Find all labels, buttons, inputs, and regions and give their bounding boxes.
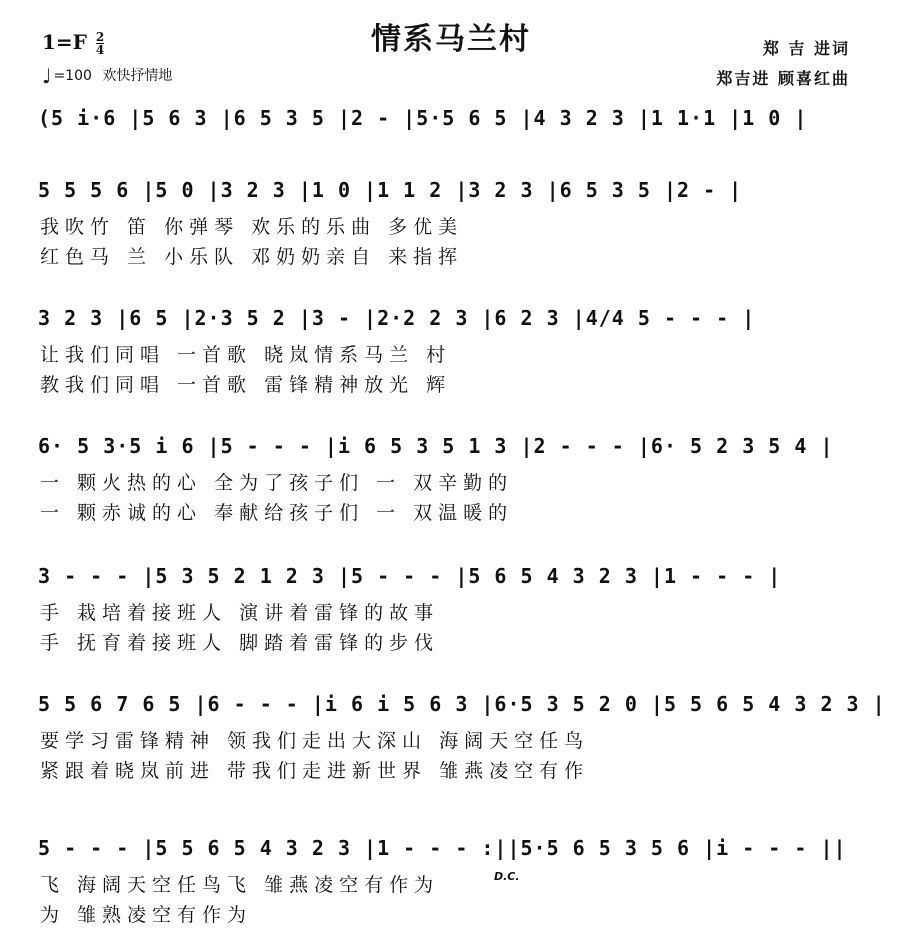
song-title: 情系马兰村 [371,22,531,57]
time-denominator: 4 [95,43,105,57]
lyric-verse-2: 紧跟着晓岚前进 带我们走进新世界 雏燕凌空有作 [40,760,590,782]
dc-marking: D.C. [494,870,520,883]
lyric-verse-1: 让我们同唱 一首歌 晓岚情系马兰 村 [40,344,452,366]
key-signature [42,30,104,56]
lyric-verse-1: 手 栽培着接班人 演讲着雷锋的故事 [40,602,440,624]
lyric-verse-2: 教我们同唱 一首歌 雷锋精神放光 辉 [40,374,452,396]
lyric-verse-2: 一 颗赤诚的心 奉献给孩子们 一 双温暖的 [40,502,514,524]
notation-line: 5 - - - |5 5 6 5 4 3 2 3 |1 - - - :||5·5 6 5 3 5 6 |i - - - || [38,836,847,860]
lyric-text: 飞 海阔天空任鸟飞 雏燕凌空有作为 [40,874,440,896]
lyric-verse-1 [40,870,439,897]
notation-line: 5 5 6 7 6 5 |6 - - - |i 6 i 5 6 3 |6·5 3 5 2 0 |5 5 6 5 4 3 2 3 | [38,692,886,716]
expression-text: 欢快抒情地 [102,68,173,84]
credits [716,34,850,94]
notation-line: 5 5 5 6 |5 0 |3 2 3 |1 0 |1 1 2 |3 2 3 |6 5 3 5 |2 - | [38,178,743,202]
time-signature [96,31,104,56]
notation-line: 3 2 3 |6 5 |2·3 5 2 |3 - |2·2 2 3 |6 2 3 |4/4 5 - - - | [38,306,756,330]
lyric-verse-1: 我吹竹 笛 你弹琴 欢乐的乐曲 多优美 [40,216,464,238]
time-numerator: 2 [95,30,105,44]
tempo-marking [42,64,172,88]
lyric-verse-2: 手 抚育着接班人 脚踏着雷锋的步伐 [40,632,440,654]
notation-line: 3 - - - |5 3 5 2 1 2 3 |5 - - - |5 6 5 4 3 2 3 |1 - - - | [38,564,782,588]
notation-line: (5 i·6 |5 6 3 |6 5 3 5 |2 - |5·5 6 5 |4 3 2 3 |1 1·1 |1 0 | [38,106,808,130]
lyric-verse-2: 红色马 兰 小乐队 邓奶奶亲自 来指挥 [40,246,464,268]
key-text: 1=F [42,30,87,54]
notation-line: 6· 5 3·5 i 6 |5 - - - |i 6 5 3 5 1 3 |2 - - - |6· 5 2 3 5 4 | [38,434,834,458]
lyric-verse-1: 要学习雷锋精神 领我们走出大深山 海阔天空任鸟 [40,730,590,752]
lyric-verse-1: 一 颗火热的心 全为了孩子们 一 双辛勤的 [40,472,514,494]
tempo-value: =100 [53,68,92,84]
lyric-verse-2: 为 雏熟凌空有作为 [40,904,253,926]
quarter-note-icon: ♩ [42,64,52,88]
lyricist: 郑 吉 进词 [762,39,850,58]
composer: 郑吉进 顾喜红曲 [716,69,850,88]
